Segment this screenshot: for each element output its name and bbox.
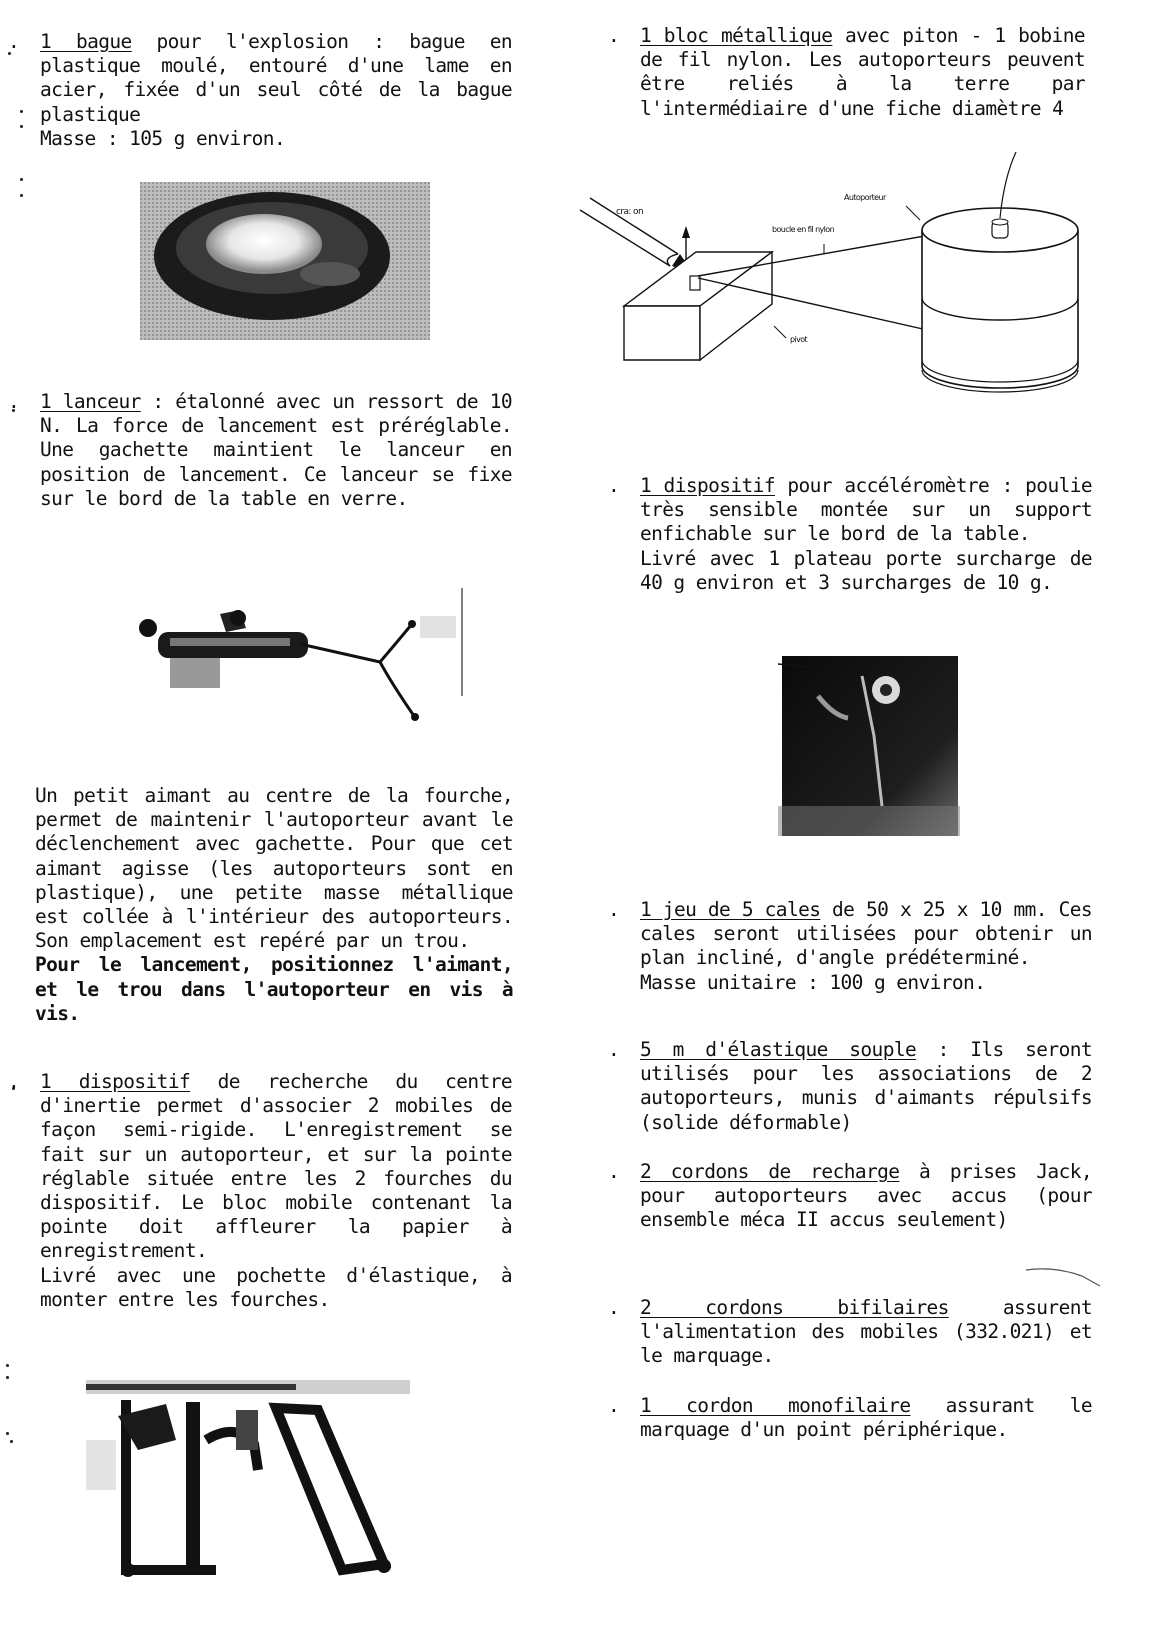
item-inertie: [8, 1070, 512, 1312]
item-lead: 1 dispositif: [40, 1070, 191, 1093]
margin-mark: [20, 125, 23, 128]
scan-stroke: [1024, 1264, 1104, 1294]
item-body: assurant le marquage d'un point périphérique.: [640, 1394, 1092, 1442]
bullet: .: [608, 1296, 620, 1319]
item-lead: 2 cordons bifilaires: [640, 1296, 949, 1319]
item-mass: Masse : 105 g environ.: [40, 126, 286, 150]
item-bifilaires: [608, 1296, 1092, 1369]
label-pivot: pivot: [790, 335, 808, 344]
item-body: assurent l'alimentation des mobiles (332.021) et le marquage.: [640, 1296, 1092, 1368]
item-elastique: [608, 1038, 1092, 1135]
item-text: Un petit aimant au centre de la fourche, permet de maintenir l'autoporteur avant le déclenchement avec gachette. Pour que cet aimant agisse (les autoporteurs sont en plastique), une petite masse métallique est collée à l'intérieur des autoporteurs. Son emplacement est repéré par un trou.: [35, 784, 513, 953]
label-autoporteur: Autoporteur: [844, 193, 886, 202]
margin-mark: [6, 1364, 9, 1367]
item-lead: 1 jeu de 5 cales: [640, 898, 821, 921]
item-body: à prises Jack, pour autoporteurs avec accus (pour ensemble méca II accus seulement): [640, 1160, 1092, 1232]
item-body: pour accéléromètre : poulie très sensible montée sur un support enfichable sur le bord de la table.: [640, 474, 1093, 546]
item-accel: [608, 474, 1093, 595]
item-text: [40, 30, 512, 127]
item-body: : Ils seront utilisés pour les associations de 2 autoporteurs, munis d'aimants répulsifs (solide déformable): [640, 1038, 1092, 1134]
item-lead: 1 cordon monofilaire: [640, 1394, 911, 1417]
bloc-diagram: [576, 148, 1096, 396]
launcher-photo: [130, 588, 470, 728]
ring-photo: [140, 182, 430, 340]
bullet: .: [608, 898, 620, 921]
item-text-2: Livré avec 1 plateau porte surcharge de 40 g environ et 3 surcharges de 10 g.: [640, 546, 1092, 594]
margin-mark: [6, 1432, 9, 1435]
item-lead: 1 bague: [40, 30, 132, 53]
margin-mark: [20, 110, 23, 113]
item-lead: 1 bloc métallique: [640, 24, 833, 47]
item-text-2: Livré avec une pochette d'élastique, à monter entre les fourches.: [40, 1263, 512, 1311]
margin-mark: [10, 1440, 13, 1443]
label-boucle: boucle en fil nylon: [772, 225, 835, 234]
label-crayon: cra: on: [616, 207, 644, 217]
item-text: [640, 1394, 1092, 1442]
bullet: .: [608, 474, 620, 497]
item-mass: Masse unitaire : 100 g environ.: [640, 970, 986, 994]
pulley-photo: [778, 656, 960, 836]
item-body: : étalonné avec un ressort de 10 N. La force de lancement est préréglable. Une gachette maintient le lanceur en position de lancement. Ce lanceur se fixe sur le bord de la table en verre.: [40, 390, 512, 510]
item-body: de 50 x 25 x 10 mm. Ces cales seront utilisées pour obtenir un plan incliné, d'angle prédéterminé.: [640, 898, 1092, 970]
item-lead: 5 m d'élastique souple: [640, 1038, 917, 1061]
item-text: [40, 1070, 512, 1264]
item-body: de recherche du centre d'inertie permet d'associer 2 mobiles de façon semi-rigide. L'enregistrement se fait sur un autoporteur, et sur la pointe réglable située entre les 2 fourches du dispositif. Le bloc mobile contenant la pointe doit affleurer la papier à enregistrement.: [40, 1070, 512, 1263]
item-recharge: [608, 1160, 1092, 1233]
item-text: [640, 474, 1092, 547]
item-lanceur: [8, 390, 512, 511]
item-cales: [608, 898, 1092, 995]
item-text: [640, 1160, 1092, 1233]
item-text: [640, 898, 1092, 971]
bullet: .: [8, 30, 20, 53]
item-lead: 2 cordons de recharge: [640, 1160, 900, 1183]
item-bloc: [608, 24, 1085, 121]
item-text: [640, 1296, 1092, 1369]
inertia-device-photo: [86, 1380, 410, 1580]
bullet: .: [8, 1070, 20, 1093]
item-text: [640, 1038, 1092, 1135]
bullet: .: [8, 390, 20, 413]
item-bague: [8, 30, 513, 151]
bullet: .: [608, 1394, 620, 1417]
item-lead: 1 lanceur: [40, 390, 141, 413]
bullet: .: [608, 1160, 620, 1183]
item-body: pour l'explosion : bague en plastique moulé, entouré d'une lame en acier, fixée d'un seul côté de la bague plastique: [40, 30, 513, 126]
bullet: .: [608, 24, 620, 47]
item-monofilaire: [608, 1394, 1092, 1442]
margin-mark: [20, 178, 23, 181]
item-body: avec piton - 1 bobine de fil nylon. Les autoporteurs peuvent être reliés à la terre par l'intermédiaire d'une fiche diamètre 4: [640, 24, 1085, 120]
item-text: [640, 24, 1085, 121]
margin-mark: [6, 1376, 9, 1379]
item-text-2: Pour le lancement, positionnez l'aimant, et le trou dans l'autoporteur en vis à vis.: [35, 953, 513, 1025]
item-aimant: [35, 784, 513, 1026]
item-text: [40, 390, 512, 511]
item-lead: 1 dispositif: [640, 474, 775, 497]
bullet: .: [608, 1038, 620, 1061]
margin-mark: [20, 194, 23, 197]
